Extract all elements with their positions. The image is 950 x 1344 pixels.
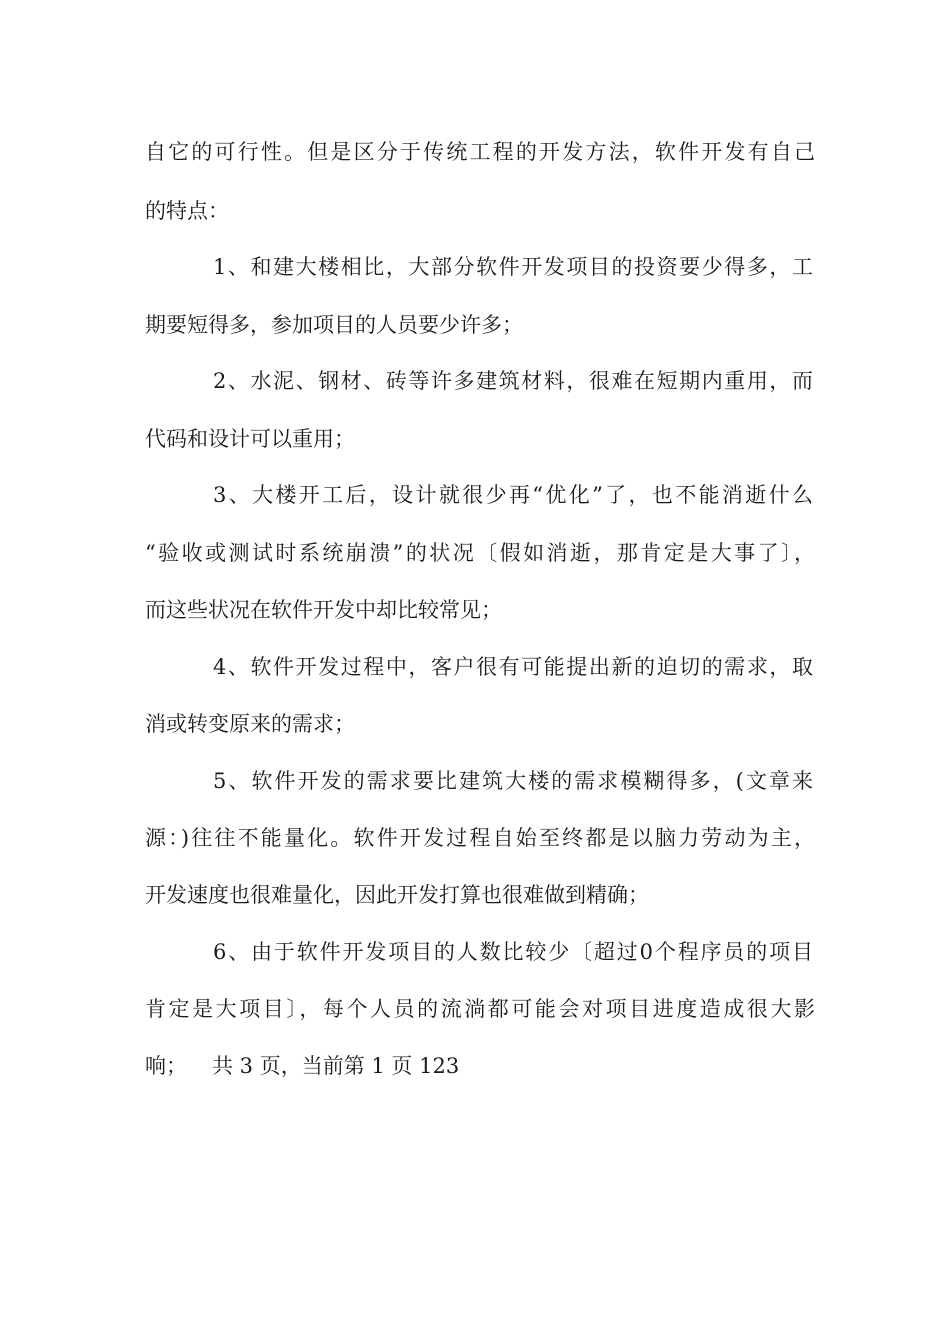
text-line: “验收或测试时系统崩溃”的状况〔假如消逝，那肯定是大事了〕， bbox=[145, 541, 815, 565]
text-line: 源：)往往不能量化。软件开发过程自始至终都是以脑力劳动为主， bbox=[145, 826, 815, 850]
text-line: 2、水泥、钢材、砖等许多建筑材料，很难在短期内重用，而 bbox=[213, 369, 813, 393]
page-info: 共 3 页，当前第 1 页 123 bbox=[212, 1054, 460, 1078]
text-line: 开发速度也很难量化，因此开发打算也很难做到精确； bbox=[145, 883, 649, 907]
text-line: 自它的可行性。但是区分于传统工程的开发方法，软件开发有自己 bbox=[145, 140, 815, 164]
text-line: 5、软件开发的需求要比建筑大楼的需求模糊得多，(文章来 bbox=[213, 769, 813, 793]
text-line: 消或转变原来的需求； bbox=[145, 712, 355, 736]
text-line: 肯定是大项目〕，每个人员的流淌都可能会对项目进度造成很大影 bbox=[145, 997, 815, 1021]
text-line: 4、软件开发过程中，客户很有可能提出新的迫切的需求，取 bbox=[213, 655, 813, 679]
text-line: 3、大楼开工后，设计就很少再“优化”了，也不能消逝什么 bbox=[213, 483, 813, 507]
text-line: 1、和建大楼相比，大部分软件开发项目的投资要少得多，工 bbox=[213, 255, 813, 279]
text-line: 而这些状况在软件开发中却比较常见； bbox=[145, 598, 502, 622]
text-line: 期要短得多，参加项目的人员要少许多； bbox=[145, 313, 523, 337]
text-line: 6、由于软件开发项目的人数比较少〔超过0个程序员的项目 bbox=[213, 940, 813, 964]
text-line: 代码和设计可以重用； bbox=[145, 427, 355, 451]
text-line: 响； bbox=[145, 1054, 187, 1078]
text-line: 的特点： bbox=[145, 199, 229, 223]
